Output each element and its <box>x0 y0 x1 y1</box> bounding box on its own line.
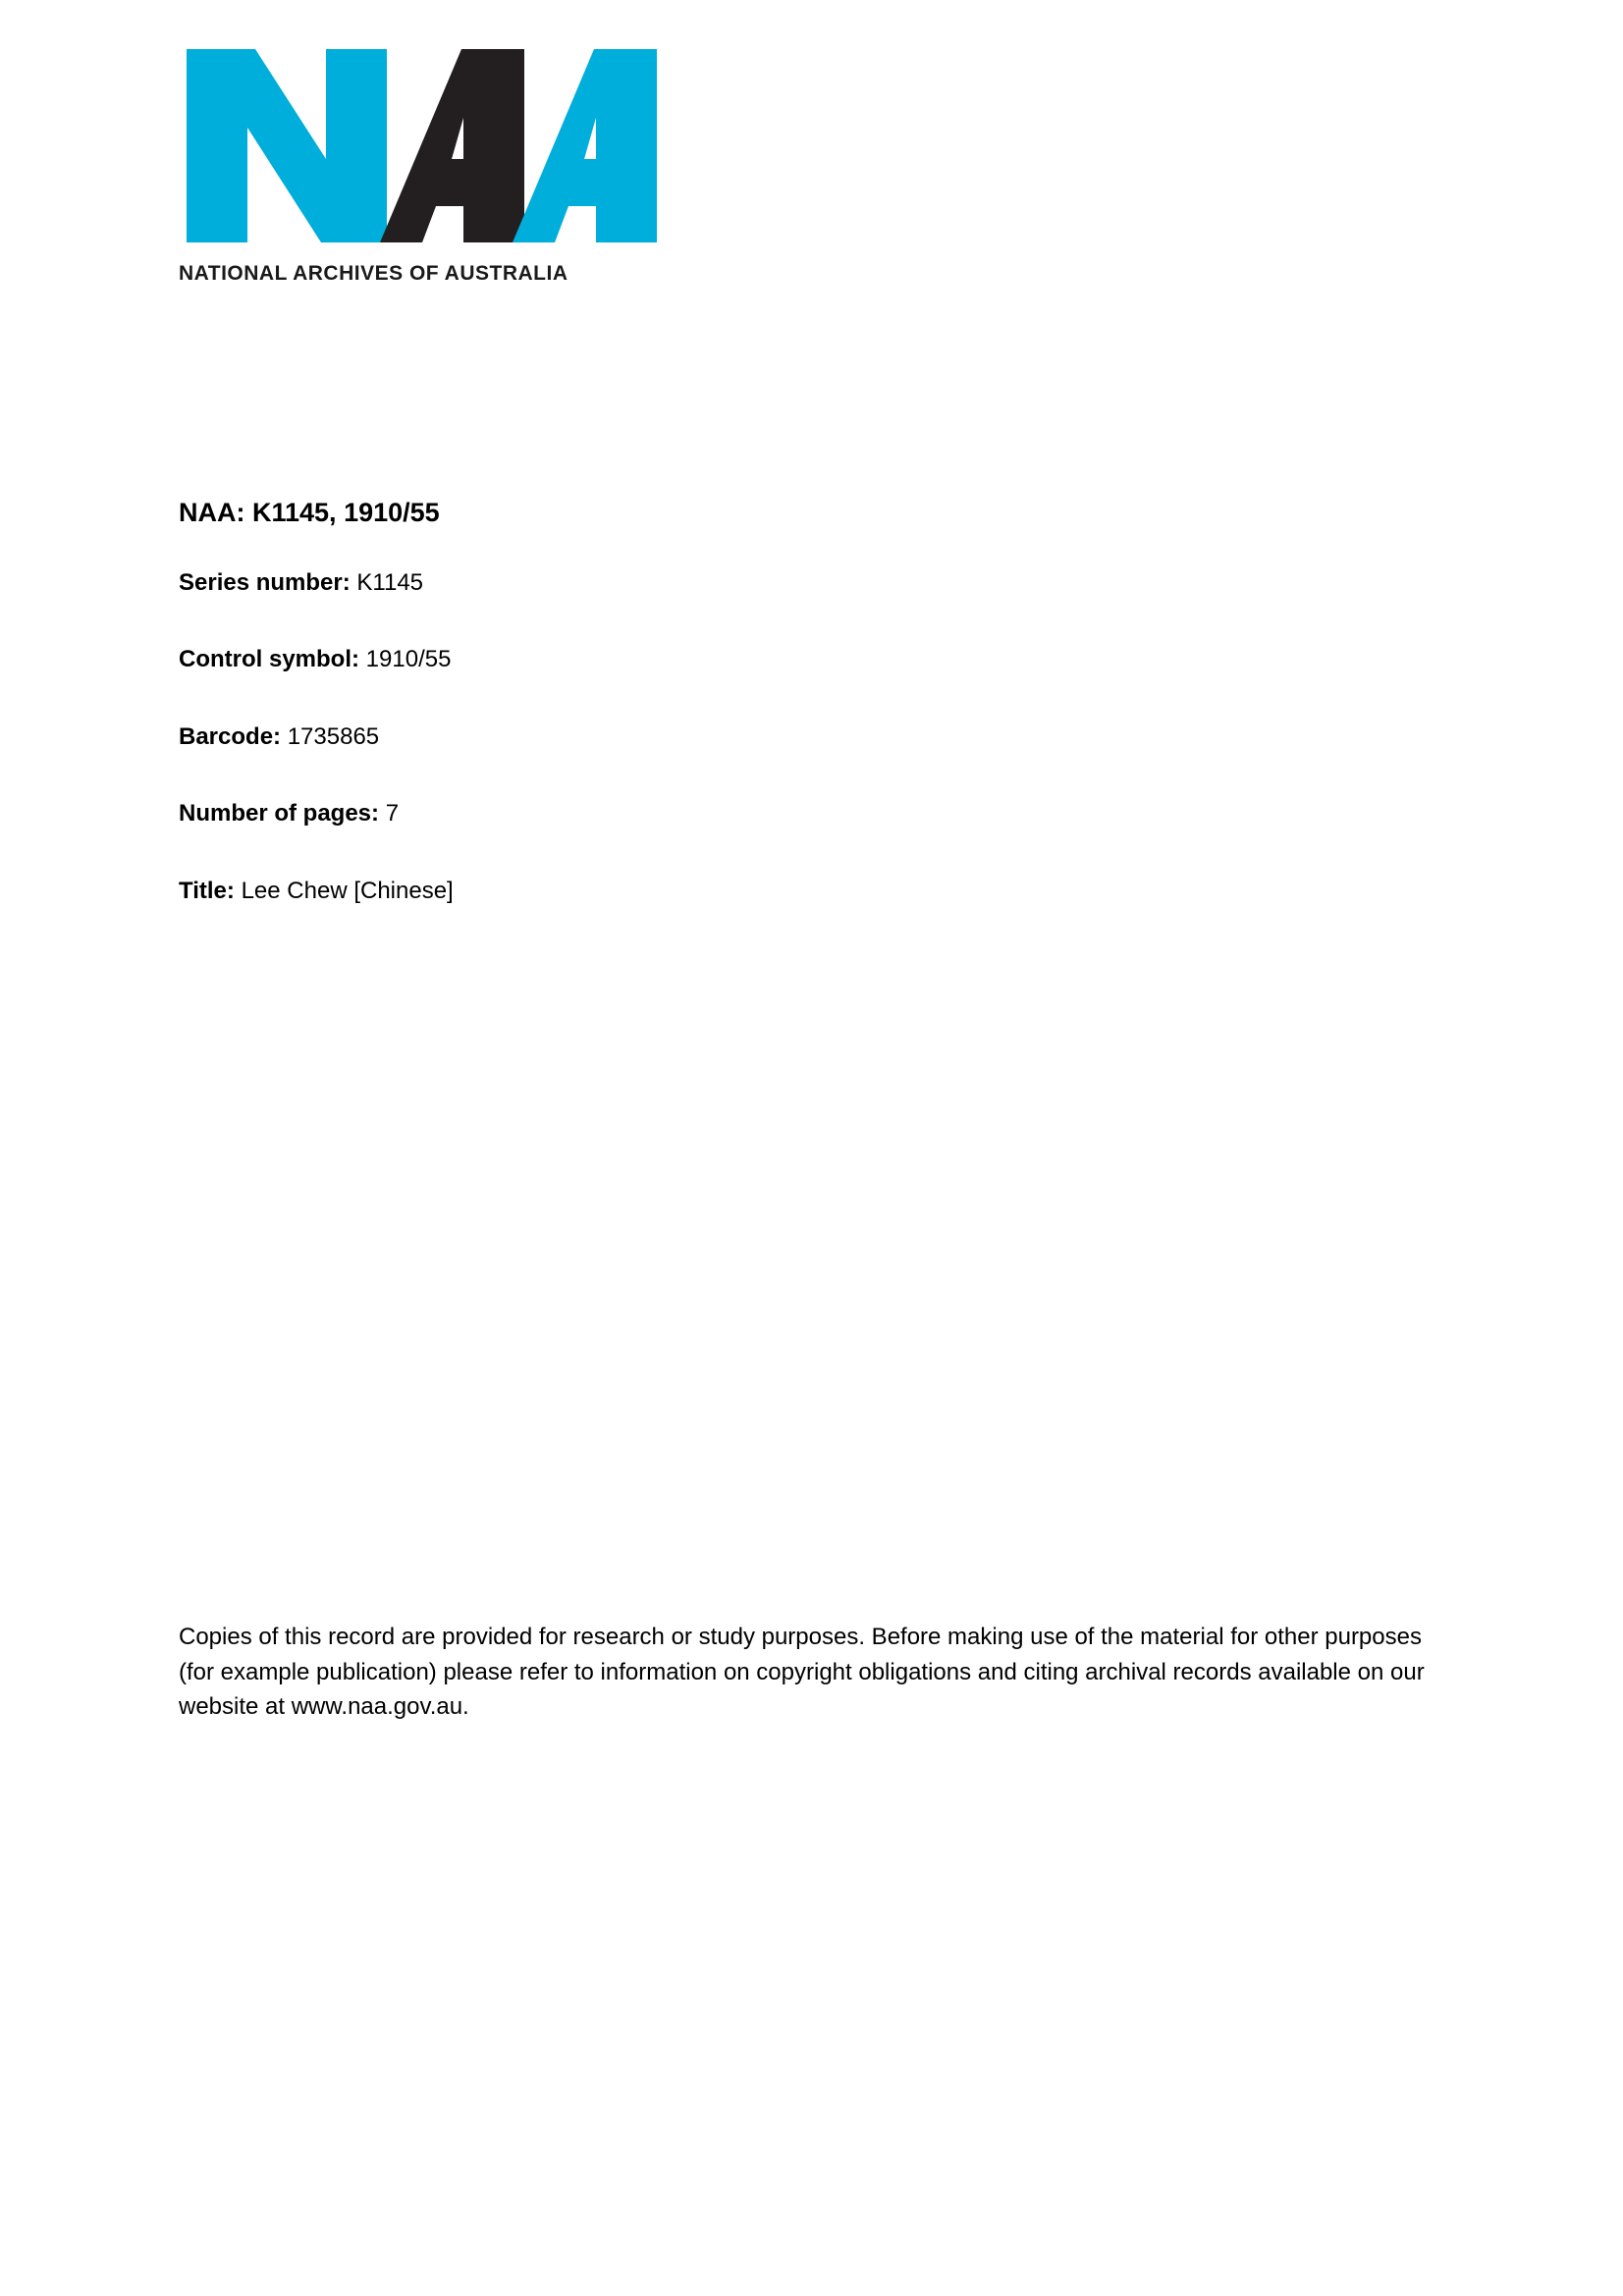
metadata-label: Series number: <box>179 569 351 597</box>
metadata-value: 1735865 <box>287 722 380 750</box>
naa-logo <box>179 41 689 286</box>
record-heading: NAA: K1145, 1910/55 <box>179 498 440 527</box>
metadata-row-series-number <box>179 567 1455 599</box>
metadata-value: 7 <box>385 800 400 828</box>
record-metadata <box>179 496 1455 907</box>
metadata-value: 1910/55 <box>365 646 452 673</box>
metadata-row-number-of-pages <box>179 798 1455 829</box>
metadata-label: Title: <box>179 877 235 904</box>
metadata-row-title <box>179 876 1455 907</box>
metadata-value: K1145 <box>356 569 424 597</box>
metadata-label: Barcode: <box>179 722 282 750</box>
naa-logo-mark <box>179 41 670 252</box>
metadata-value: Lee Chew [Chinese] <box>241 877 454 904</box>
metadata-row-control-symbol <box>179 644 1455 675</box>
copyright-notice: Copies of this record are provided for research or study purposes. Before making use of the material for other purposes (for example publication) please refer to information on copyright obligations and citing archival records available on our website at www.naa.gov.au. <box>179 1624 1425 1721</box>
naa-wordmark: NATIONAL ARCHIVES OF AUSTRALIA <box>179 262 568 285</box>
metadata-label: Control symbol: <box>179 646 359 673</box>
metadata-label: Number of pages: <box>179 800 380 828</box>
metadata-row-barcode <box>179 721 1455 753</box>
